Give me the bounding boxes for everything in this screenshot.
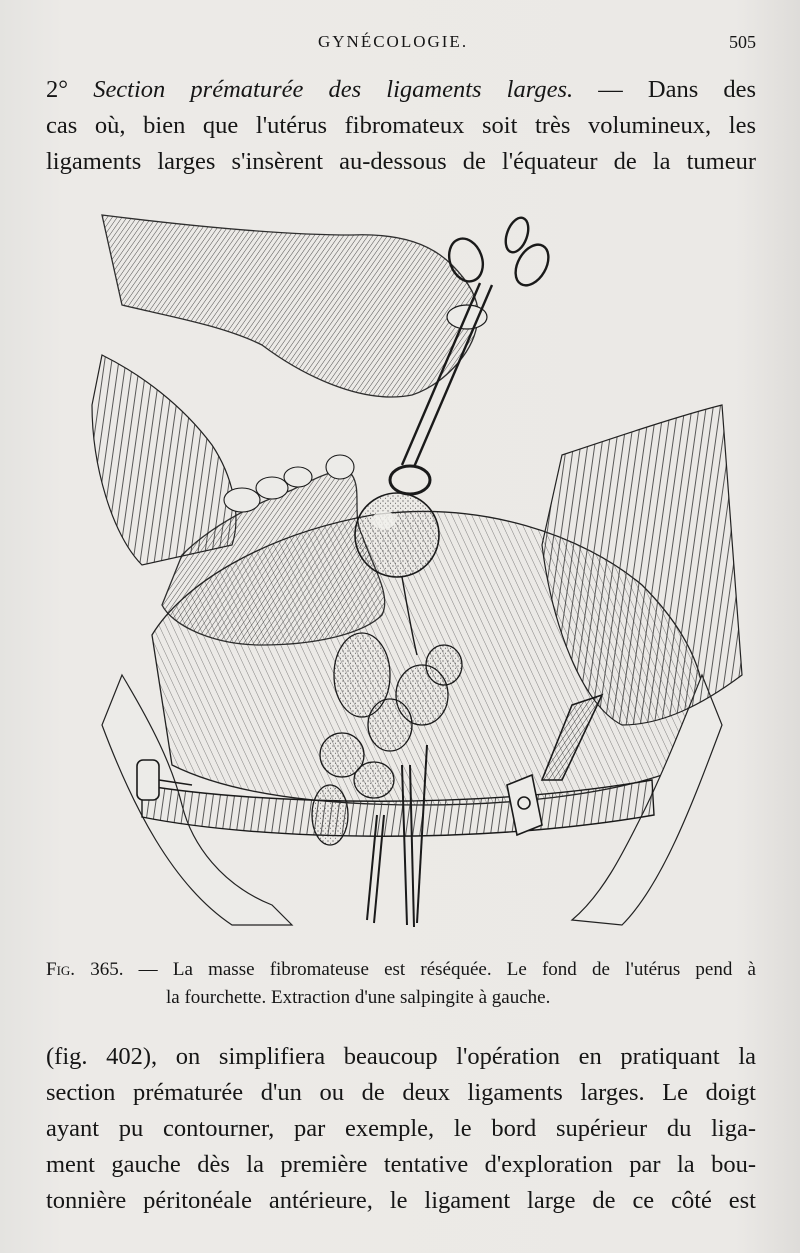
caption-line-2: la fourchette. Extraction d'une salpingite à gauche. bbox=[166, 987, 551, 1008]
figure-caption bbox=[46, 956, 756, 1012]
section-number: 2° bbox=[46, 76, 69, 103]
text-line: cas où, bien que l'utérus fibromateux soit très volumineux, les bbox=[46, 112, 756, 139]
text-line: ligaments larges s'insèrent au-dessous de l'équateur de la tumeur bbox=[46, 148, 756, 175]
caption-text-1: — La masse fibromateuse est réséquée. Le fond de l'utérus pend à bbox=[138, 959, 756, 980]
text-line: section prématurée d'un ou de deux ligaments larges. Le doigt bbox=[46, 1079, 756, 1106]
section-intro-line1-rest: — Dans des bbox=[598, 76, 757, 103]
caption-line-1 bbox=[46, 956, 756, 984]
fundus-highlight bbox=[372, 511, 396, 529]
surgical-engraving-figure bbox=[62, 205, 752, 940]
text-line: ayant pu contourner, par exemple, le bord supérieur du liga- bbox=[46, 1115, 756, 1142]
text-line: tonnière péritonéale antérieure, le ligament large de ce côté est bbox=[46, 1187, 756, 1214]
section-heading-line bbox=[46, 72, 756, 108]
engraving-illustration bbox=[62, 205, 752, 940]
section-title: Section prématurée des ligaments larges. bbox=[93, 76, 574, 103]
text-line: (fig. 402), on simplifiera beaucoup l'opération en pratiquant la bbox=[46, 1043, 756, 1070]
uterus-fundus bbox=[355, 493, 439, 577]
running-head bbox=[0, 32, 800, 56]
section-intro-paragraph bbox=[46, 72, 756, 180]
running-title: GYNÉCOLOGIE. bbox=[318, 32, 469, 51]
upper-hand bbox=[102, 215, 478, 397]
body-paragraph bbox=[46, 1039, 756, 1219]
page-number: 505 bbox=[729, 32, 756, 52]
figure-label: Fig. 365. bbox=[46, 959, 124, 980]
text-line: ment gauche dès la première tentative d'exploration par la bou- bbox=[46, 1151, 756, 1178]
